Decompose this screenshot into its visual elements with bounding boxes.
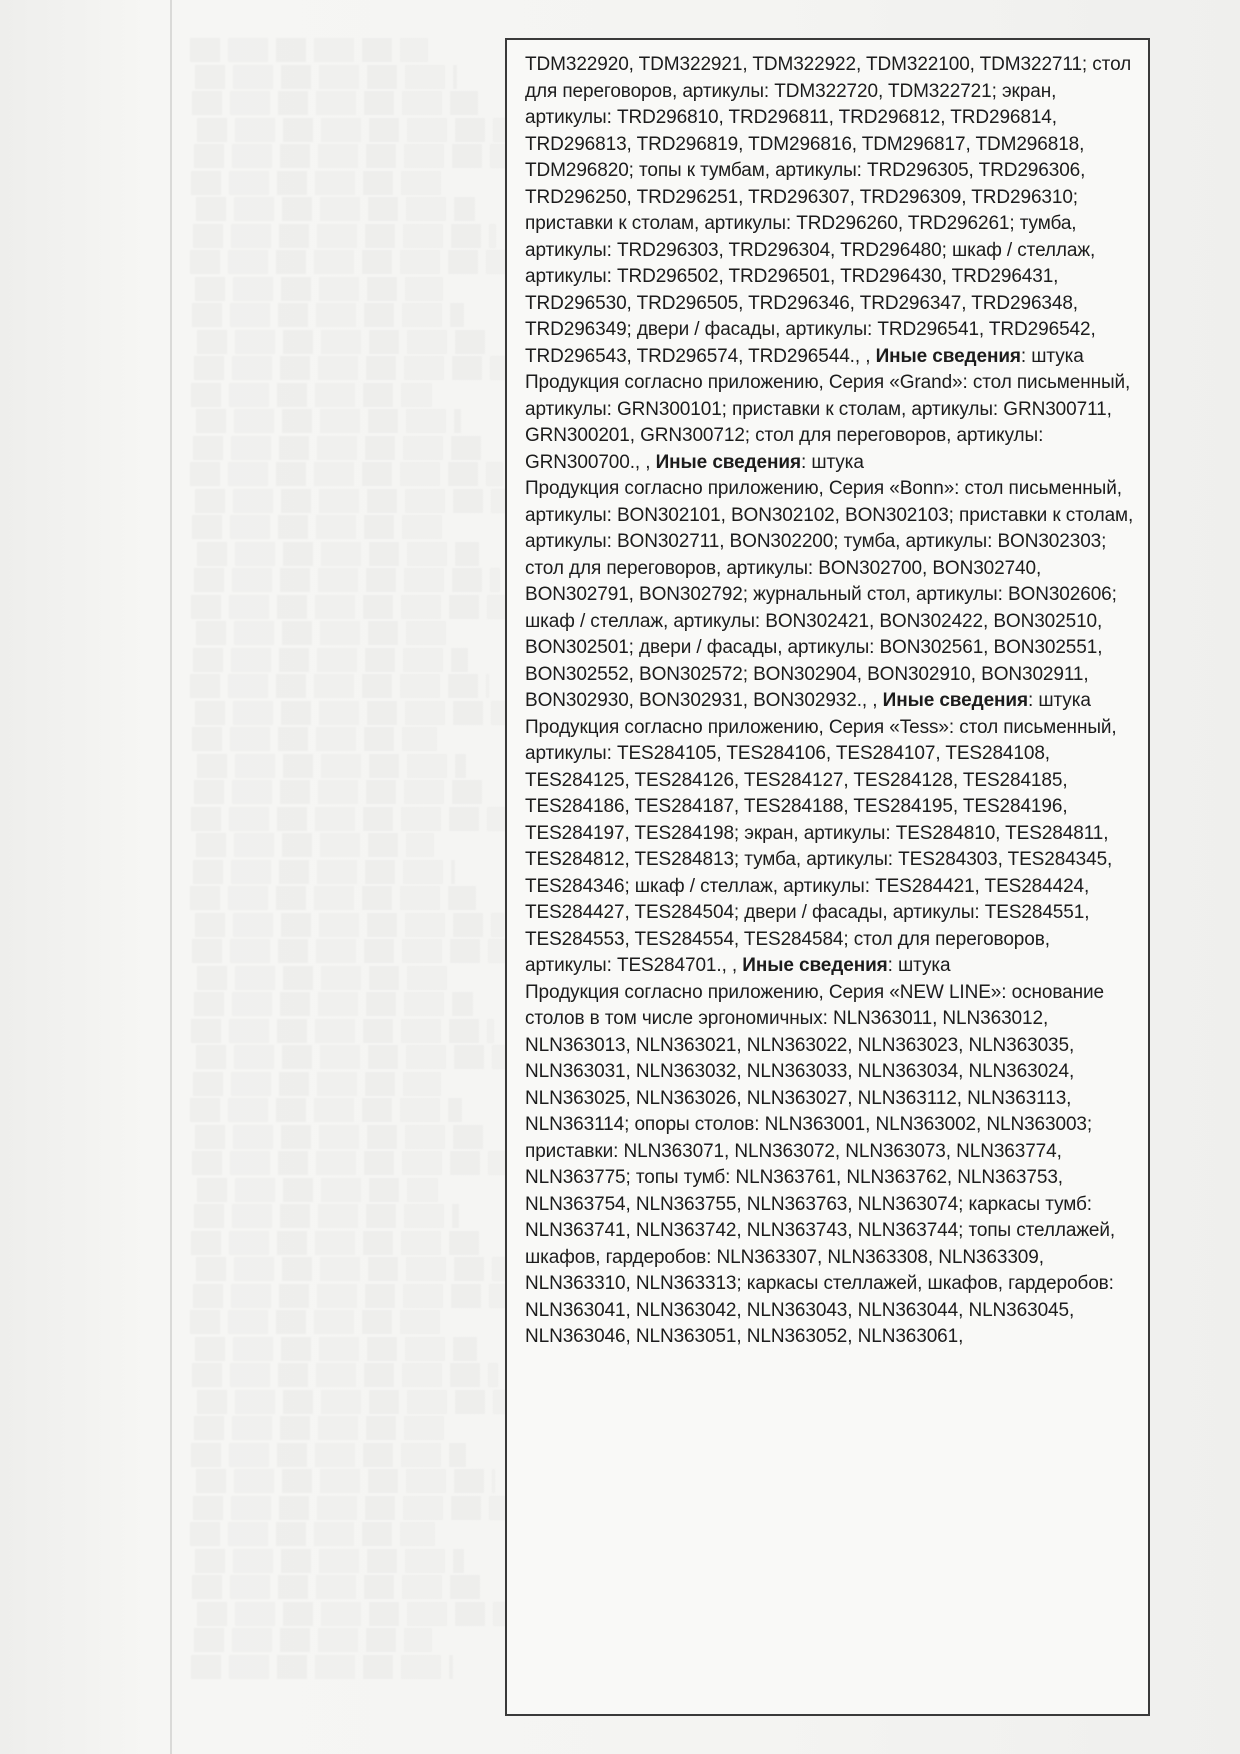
- bleed-through-line: [195, 1125, 491, 1149]
- bleed-through-line: [197, 542, 479, 566]
- bleed-through-line: [191, 595, 521, 619]
- bleed-through-line: [190, 886, 476, 910]
- bleed-through-line: [194, 144, 527, 168]
- bleed-through-line: [191, 1443, 466, 1467]
- bleed-through-line: [196, 1469, 495, 1493]
- bleed-through-line: [190, 1098, 462, 1122]
- bleed-through-line: [190, 674, 489, 698]
- bleed-through-line: [194, 780, 486, 804]
- bleed-through-line: [197, 330, 493, 354]
- bleed-through-line: [192, 303, 464, 327]
- paragraph-text: Продукция согласно приложению, Серия «Grand»: стол письменный, артикулы: GRN300101; приставки к столам, артикулы: GRN300711, GRN300201, GRN300712; стол для переговоров, артикулы: GRN300700., ,: [525, 372, 1131, 473]
- document-body: [525, 52, 1140, 1351]
- document-text-box: [505, 38, 1150, 1716]
- paragraph-label: Иные сведения: [742, 955, 888, 976]
- paragraph-series-new-line: [525, 980, 1140, 1351]
- paragraph-text: Продукция согласно приложению, Серия «Tess»: стол письменный, артикулы: TES284105, TES284106, TES284107, TES284108, TES284125, TES284126, TES284127, TES284128, TES284185, TES284186, TES284187, TES284188, TES284195, TES284196, TES284197, TES284198; экран, артикулы: TES284810, TES284811, TES284812, TES284813; тумба, артикулы: TES284303, TES284345, TES284346; шкаф / стеллаж, артикулы: TES284421, TES284424, TES284427, TES284504; двери / фасады, артикулы: TES284551, TES284553, TES284554, TES284584; стол для переговоров, артикулы: TES284701., ,: [525, 716, 1117, 976]
- paragraph-text: TDM322920, TDM322921, TDM322922, TDM322100, TDM322711; стол для переговоров, артикулы: TDM322720, TDM322721; экран, артикулы: TRD296810, TRD296811, TRD296812, TRD296814, TRD296813, TRD296819, TDM296816, TDM296817, TDM296818, TDM296820; топы к тумбам, артикулы: TRD296305, TRD296306, TRD296250, TRD296251, TRD296307, TRD296309, TRD296310; приставки к столам, артикулы: TRD296260, TRD296261; тумба, артикулы: TRD296303, TRD296304, TRD296480; шкаф / стеллаж, артикулы: TRD296502, TRD296501, TRD296430, TRD296431, TRD296530, TRD296505, TRD296346, TRD296347, TRD296348, TRD296349; двери / фасады, артикулы: TRD296541, TRD296542, TRD296543, TRD296574, TRD296544., ,: [525, 54, 1132, 367]
- page-fold-shadow: [170, 0, 172, 1754]
- bleed-through-line: [192, 91, 478, 115]
- bleed-through-line: [193, 1284, 530, 1308]
- paragraph-text: Продукция согласно приложению, Серия «NEW LINE»: основание столов в том числе эргономичных: NLN363011, NLN363012, NLN363013, NLN363021, NLN363022, NLN363023, NLN363035, NLN363031, NLN363032, NLN363033, NLN363034, NLN363024, NLN363025, NLN363026, NLN363027, NLN363112, NLN363113, NLN363114; опоры столов: NLN363001, NLN363002, NLN363003; приставки: NLN363071, NLN363072, NLN363073, NLN363774, NLN363775; топы тумб: NLN363761, NLN363762, NLN363753, NLN363754, NLN363755, NLN363763, NLN363074; каркасы тумб: NLN363741, NLN363742, NLN363743, NLN363744; топы стеллажей, шкафов, гардеробов: NLN363307, NLN363308, NLN363309, NLN363310, NLN363313; каркасы стеллажей, шкафов, гардеробов: NLN363041, NLN363042, NLN363043, NLN363044, NLN363045, NLN363046, NLN363051, NLN363052, NLN363061,: [525, 981, 1116, 1347]
- paragraph-series-tess: [525, 715, 1140, 980]
- bleed-through-line: [193, 224, 496, 248]
- paragraph-text: Продукция согласно приложению, Серия «Bonn»: стол письменный, артикулы: BON302101, BON302102, BON302103; приставки к столам, артикулы: BON302711, BON302200; тумба, артикулы: BON302303; стол для переговоров, артикулы: BON302700, BON302740, BON302791, BON302792; журнальный стол, артикулы: BON302606; шкаф / стеллаж, артикулы: BON302421, BON302422, BON302510, BON302501; двери / фасады, артикулы: BON302561, BON302551, BON302552, BON302572; BON302904, BON302910, BON302911, BON302930, BON302931, BON302932., ,: [525, 478, 1134, 711]
- bleed-through-line: [191, 1231, 480, 1255]
- bleed-through-line: [190, 1310, 448, 1334]
- bleed-through-line: [190, 250, 516, 274]
- bleed-through-line: [194, 992, 473, 1016]
- bleed-through-line: [195, 913, 504, 937]
- bleed-through-text: [190, 38, 530, 1718]
- bleed-through-line: [191, 1019, 494, 1043]
- bleed-through-line: [192, 1151, 512, 1175]
- paragraph-series-trend: [525, 52, 1140, 370]
- bleed-through-line: [193, 860, 455, 884]
- bleed-through-line: [193, 1496, 516, 1520]
- paragraph-suffix: : штука: [1027, 690, 1091, 711]
- bleed-through-line: [197, 754, 466, 778]
- paragraph-suffix: : штука: [887, 955, 951, 976]
- bleed-through-line: [190, 1522, 435, 1546]
- bleed-through-line: [191, 383, 432, 407]
- bleed-through-line: [195, 1337, 477, 1361]
- bleed-through-line: [195, 701, 518, 725]
- bleed-through-line: [194, 1204, 459, 1228]
- bleed-through-line: [193, 1072, 441, 1096]
- bleed-through-line: [192, 1363, 498, 1387]
- bleed-through-line: [196, 1257, 509, 1281]
- bleed-through-line: [197, 966, 452, 990]
- bleed-through-line: [196, 409, 461, 433]
- bleed-through-line: [190, 462, 503, 486]
- paragraph-suffix: : штука: [800, 451, 864, 473]
- bleed-through-line: [191, 1655, 453, 1679]
- bleed-through-line: [191, 807, 507, 831]
- bleed-through-line: [195, 489, 530, 513]
- bleed-through-line: [192, 939, 525, 963]
- paragraph-label: Иные сведения: [875, 345, 1021, 367]
- bleed-through-line: [195, 65, 457, 89]
- paragraph-label: Иные сведения: [882, 690, 1028, 711]
- bleed-through-line: [194, 1416, 446, 1440]
- bleed-through-line: [191, 171, 446, 195]
- paragraph-series-grand: [525, 370, 1140, 476]
- bleed-through-line: [195, 1549, 464, 1573]
- bleed-through-line: [195, 277, 443, 301]
- bleed-through-line: [196, 1045, 522, 1069]
- bleed-through-line: [197, 118, 506, 142]
- bleed-through-line: [197, 1602, 513, 1626]
- paragraph-label: Иные сведения: [655, 451, 801, 473]
- bleed-through-line: [194, 1628, 432, 1652]
- bleed-through-line: [193, 436, 482, 460]
- paragraph-series-bonn: [525, 476, 1140, 715]
- bleed-through-line: [197, 1390, 527, 1414]
- bleed-through-line: [194, 568, 500, 592]
- bleed-through-line: [196, 833, 434, 857]
- bleed-through-line: [192, 515, 450, 539]
- paragraph-suffix: : штука: [1020, 345, 1084, 367]
- bleed-through-line: [192, 727, 437, 751]
- bleed-through-line: [197, 1178, 438, 1202]
- bleed-through-line: [193, 648, 468, 672]
- bleed-through-line: [190, 38, 428, 62]
- bleed-through-line: [196, 197, 475, 221]
- bleed-through-line: [196, 621, 448, 645]
- bleed-through-line: [194, 356, 514, 380]
- bleed-through-line: [192, 1575, 484, 1599]
